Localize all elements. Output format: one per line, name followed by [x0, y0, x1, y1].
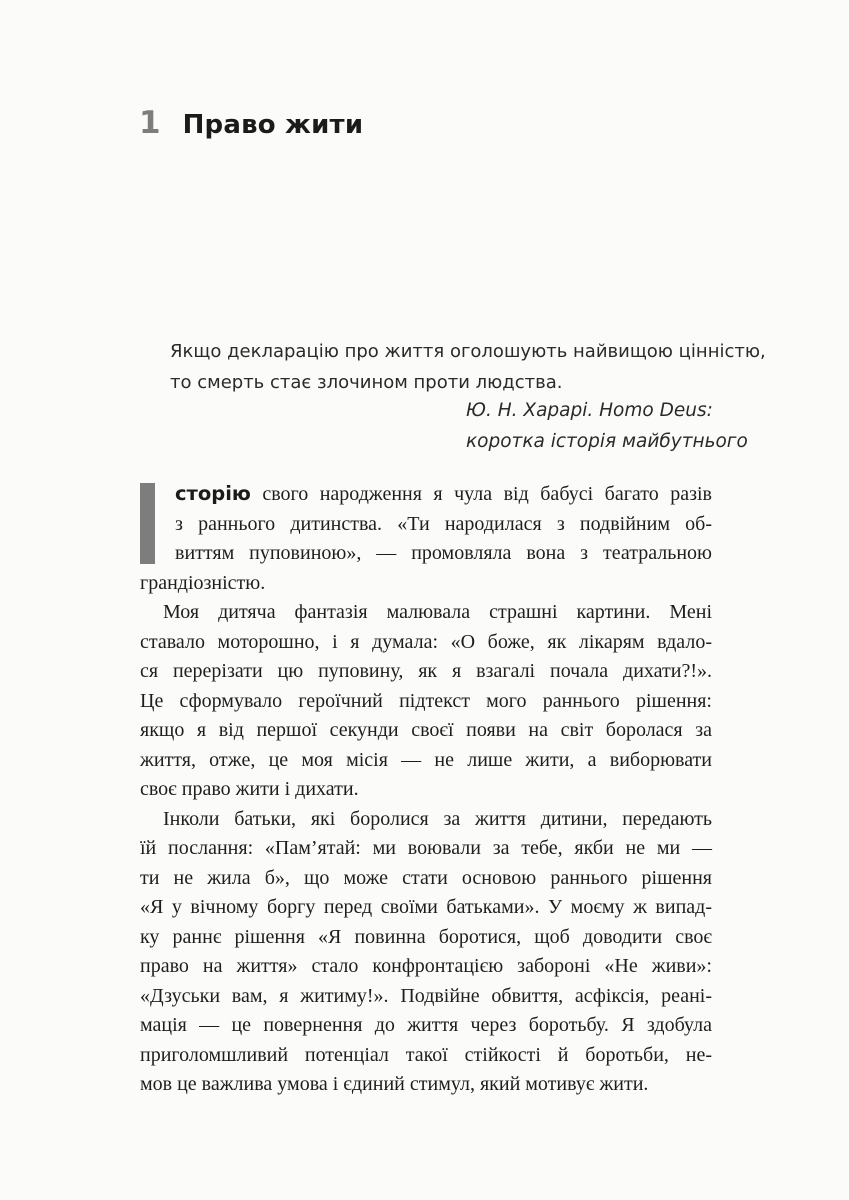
chapter-title: Право жити	[182, 110, 364, 140]
text-line: ставало моторошно, і я думала: «О боже, як лікарям вдало-	[140, 630, 712, 653]
chapter-heading	[139, 105, 364, 141]
text-line: грандіозністю.	[140, 571, 266, 594]
text-line: ся перерізати цю пуповину, як я взагалі почала дихати?!».	[140, 660, 712, 682]
text-line: їй послання: «Пам’ятай: ми воювали за тебе, якби не ми —	[140, 837, 712, 859]
text-line: мов це важлива умова і єдиний стимул, який мотивує жити.	[140, 1073, 649, 1095]
drop-cap-letter	[140, 483, 155, 564]
attribution-line: Ю. Н. Харарі. Homo Deus:	[466, 400, 713, 421]
text-line: право на життя» стало конфронтацією забороні «Не живи»:	[140, 955, 712, 977]
text-line: життя, отже, це моя місія — не лише жити, а виборювати	[140, 748, 712, 771]
text-line	[140, 479, 712, 510]
text-line: своє право жити і дихати.	[140, 778, 359, 800]
text-line: приголомшливий потенціал такої стійкості й боротьби, не-	[140, 1043, 712, 1066]
chapter-number: 1	[139, 105, 161, 141]
first-line-rest: свого народження я чула від бабусі багато разів	[250, 483, 712, 505]
text-line: ти не жила б», що може стати основою раннього рішення	[140, 866, 712, 889]
text-line: з раннього дитинства. «Ти народилася з подвійним об-	[175, 512, 712, 535]
paragraph-lines	[140, 510, 712, 599]
epigraph-line: то смерть стає злочином проти людства.	[170, 372, 563, 393]
text-line: «Дзуськи вам, я житиму!». Подвійне обвиття, асфіксія, реані-	[140, 984, 712, 1007]
epigraph-attribution	[466, 395, 748, 457]
text-line: якщо я від першої секунди своєї появи на світ боролася за	[140, 719, 712, 741]
paragraph	[140, 598, 712, 805]
text-line: Це сформувало героїчний підтекст мого раннього рішення:	[140, 689, 712, 712]
text-line: мація — це повернення до життя через боротьбу. Я здобула	[140, 1014, 712, 1036]
paragraph-drop-cap	[140, 479, 712, 598]
text-line: «Я у вічному боргу перед своїми батьками». У моєму ж випад-	[140, 896, 712, 918]
text-line: виттям пуповиною», — промовляла вона з театральною	[175, 542, 712, 564]
lead-word: сторію	[175, 482, 251, 505]
text-line: Інколи батьки, які боролися за життя дитини, передають	[163, 807, 712, 830]
body-text	[140, 479, 712, 1100]
attribution-line: коротка історія майбутнього	[466, 431, 748, 452]
text-line: ку раннє рішення «Я повинна боротися, щоб доводити своє	[140, 925, 712, 948]
text-line: Моя дитяча фантазія малювала страшні картини. Мені	[163, 601, 712, 623]
epigraph-line: Якщо декларацію про життя оголошують найвищою цінністю,	[170, 341, 766, 362]
epigraph	[170, 336, 766, 398]
paragraph	[140, 805, 712, 1100]
